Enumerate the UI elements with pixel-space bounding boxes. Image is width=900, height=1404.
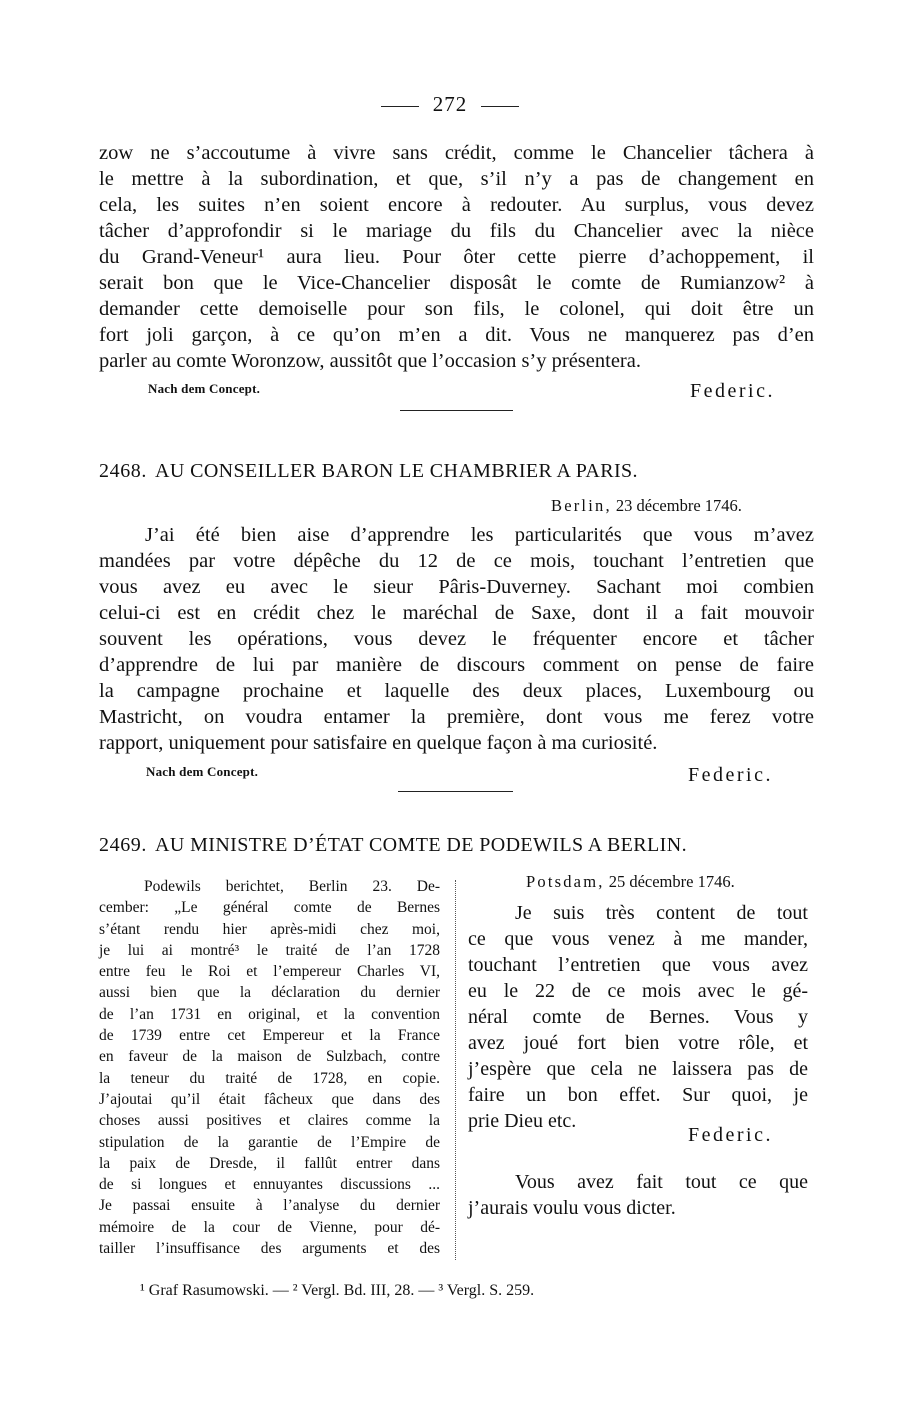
text-line: tailler l’insuffisance des arguments et des	[99, 1240, 440, 1258]
dateline-date: 25 décembre 1746.	[608, 872, 735, 891]
text-line: choses aussi positives et claires comme la	[99, 1112, 440, 1130]
source-note: Nach dem Concept.	[146, 764, 259, 779]
text-line: cember: „Le général comte de Bernes	[99, 899, 440, 917]
letter-heading-2469	[99, 834, 814, 857]
page-number-dash-right	[481, 106, 519, 107]
text-line: d’apprendre de lui par manière de discours comment on pense de faire	[99, 654, 814, 676]
text-line: la teneur du traité de 1728, en copie.	[99, 1069, 440, 1087]
dateline-2469	[526, 872, 735, 892]
text-line: prie Dieu etc.	[468, 1110, 577, 1132]
letter-number: 2469.	[99, 834, 147, 856]
text-line: J’ai été bien aise d’apprendre les particularités que vous m’avez	[145, 524, 814, 546]
text-line: Vous avez fait tout ce que	[515, 1171, 808, 1193]
text-line: entre feu le Roi et l’empereur Charles VI,	[99, 963, 440, 981]
source-note: Nach dem Concept.	[148, 381, 261, 396]
opening-letter-body	[99, 140, 814, 374]
dateline-2468	[551, 496, 742, 516]
text-line: de l’an 1731 en original, et la convention	[99, 1005, 440, 1023]
text-line: en faveur de la maison de Sulzbach, contre	[99, 1048, 440, 1066]
page-number: 272	[0, 92, 900, 117]
separator-rule	[400, 410, 513, 411]
text-line: je lui ai montré³ le traité de l’an 1728	[99, 941, 440, 959]
text-line: avez joué fort bien votre rôle, et	[468, 1032, 808, 1054]
text-line: mandées par votre dépêche du 12 de ce mois, touchant l’entretien que	[99, 550, 814, 572]
letter-heading-2468	[99, 460, 814, 483]
signature: Federic.	[688, 764, 773, 786]
text-line: J’ajoutai qu’il était fâcheux que dans des	[99, 1090, 440, 1108]
text-line: vous avez eu avec le sieur Pâris-Duverney. Sachant moi combien	[99, 576, 814, 598]
text-line: le mettre à la subordination, et que, s’il n’y a pas de changement en	[99, 168, 814, 190]
text-line: stipulation de la garantie de l’Empire de	[99, 1133, 440, 1151]
dateline-place: Berlin,	[551, 496, 612, 515]
postscript	[468, 1169, 808, 1221]
text-line: cela, les suites n’en soient encore à redouter. Au surplus, vous devez	[99, 194, 814, 216]
text-line: parler au comte Woronzow, aussitôt que l’occasion s’y présentera.	[99, 350, 641, 372]
text-line: s’étant rendu hier après-midi chez moi,	[99, 920, 440, 938]
dateline-date: 23 décembre 1746.	[615, 496, 742, 515]
text-line: Je suis très content de tout	[515, 902, 808, 924]
reply-column	[468, 900, 808, 1134]
letter-title: AU CONSEILLER BARON LE CHAMBRIER A PARIS.	[155, 460, 638, 482]
text-line: fort joli garçon, à ce qu’on m’en a dit. Vous ne manquerez pas d’en	[99, 324, 814, 346]
text-line: la campagne prochaine et laquelle des deux places, Luxembourg ou	[99, 680, 814, 702]
summary-column	[99, 876, 440, 1259]
text-line: zow ne s’accoutume à vivre sans crédit, comme le Chancelier tâchera à	[99, 142, 814, 164]
text-line: j’aurais voulu vous dicter.	[468, 1197, 676, 1219]
letter-number: 2468.	[99, 460, 147, 482]
text-line: rapport, uniquement pour satisfaire en quelque façon à ma curiosité.	[99, 732, 658, 754]
text-line: tâcher d’approfondir si le mariage du fils du Chancelier avec la nièce	[99, 220, 814, 242]
separator-rule	[398, 791, 513, 792]
text-line: j’espère que cela ne laissera pas de	[468, 1058, 808, 1080]
letter-body-2468	[99, 522, 814, 756]
text-line: Je passai ensuite à l’analyse du dernier	[99, 1197, 440, 1215]
text-line: de 1739 entre cet Empereur et la France	[99, 1027, 440, 1045]
text-line: serait bon que le Vice-Chancelier disposât le comte de Rumianzow² à	[99, 272, 814, 294]
text-line: eu le 22 de ce mois avec le gé-	[468, 980, 808, 1002]
page-number-dash-left	[381, 106, 419, 107]
text-line: la paix de Dresde, il fallût entrer dans	[99, 1154, 440, 1172]
signature: Federic.	[690, 380, 775, 402]
column-divider	[455, 880, 456, 1260]
dateline-place: Potsdam,	[526, 872, 605, 891]
text-line: demander cette demoiselle pour son fils, le colonel, qui doit être un	[99, 298, 814, 320]
text-line: touchant l’entretien que vous avez	[468, 954, 808, 976]
text-line: celui-ci est en crédit chez le maréchal de Saxe, dont il a fait mouvoir	[99, 602, 814, 624]
text-line: faire un bon effet. Sur quoi, je	[468, 1084, 808, 1106]
text-line: souvent les opérations, vous devez le fréquenter encore et tâcher	[99, 628, 814, 650]
letter-title: AU MINISTRE D’ÉTAT COMTE DE PODEWILS A BERLIN.	[155, 834, 687, 856]
text-line: mémoire de la cour de Vienne, pour dé-	[99, 1218, 440, 1236]
text-line: de si longues et ennuyantes discussions ...	[99, 1176, 440, 1194]
text-line: aussi bien que la déclaration du dernier	[99, 984, 440, 1002]
text-line: Podewils berichtet, Berlin 23. De-	[144, 878, 440, 895]
text-line: du Grand-Veneur¹ aura lieu. Pour ôter cette pierre d’achoppement, il	[99, 246, 814, 268]
text-line: ce que vous venez à me mander,	[468, 928, 808, 950]
text-line: néral comte de Bernes. Vous y	[468, 1006, 808, 1028]
footnotes: ¹ Graf Rasumowski. — ² Vergl. Bd. III, 28. — ³ Vergl. S. 259.	[140, 1282, 535, 1299]
signature: Federic.	[688, 1124, 773, 1146]
text-line: Mastricht, on voudra entamer la première, dont vous me ferez votre	[99, 706, 814, 728]
